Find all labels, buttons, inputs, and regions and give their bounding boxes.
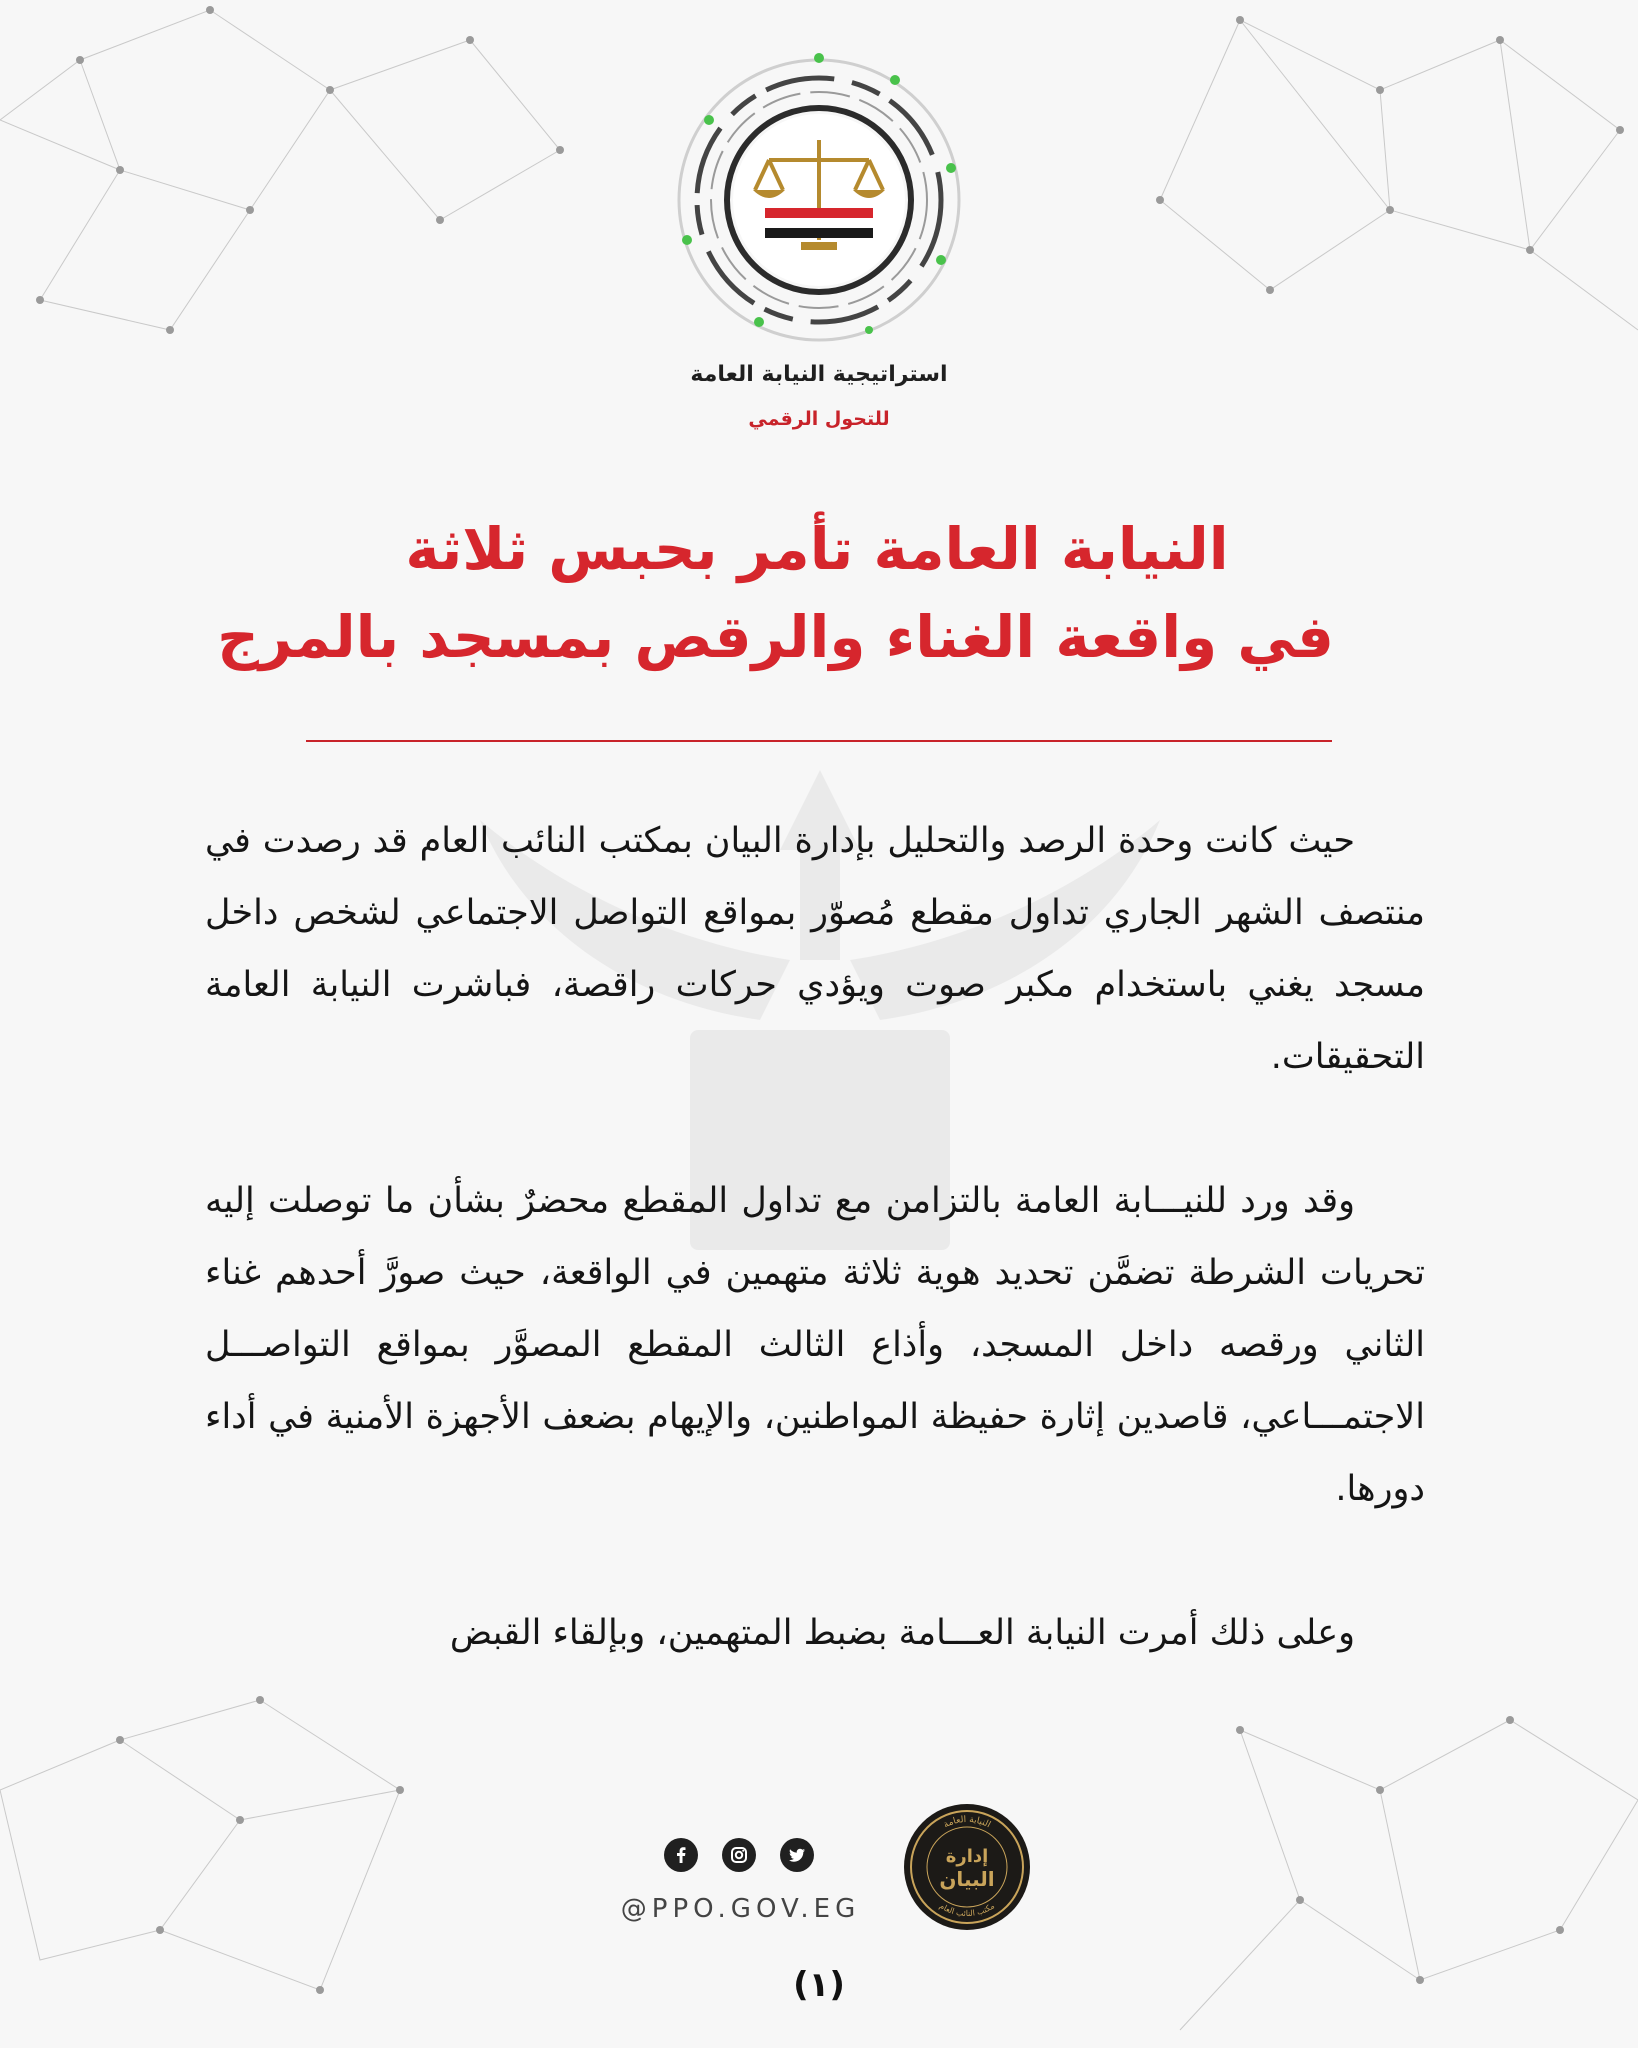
strategy-title: استراتيجية النيابة العامة (690, 362, 948, 387)
headline-line-1: النيابة العامة تأمر بحبس ثلاثة (405, 515, 1229, 583)
social-links (664, 1838, 814, 1874)
seal-ring-top-text: النيابة العامة (942, 1814, 993, 1831)
paragraph-1: حيث كانت وحدة الرصد والتحليل بإدارة البيان بمكتب النائب العام قد رصدت في منتصف الشهر الجاري تداول مقطع مُصوّر بمواقع التواصل الاجتماعي لشخص داخل مسجد يغني باستخدام مكبر صوت ويؤدي حركات راقصة، فباشرت النيابة العامة التحقيقات. (205, 821, 1425, 1077)
headline-divider (306, 740, 1332, 742)
instagram-icon[interactable] (722, 1838, 756, 1872)
scales-of-justice-icon (669, 50, 969, 350)
page-number: (١) (793, 1965, 845, 2005)
website-handle[interactable]: @PPO.GOV.EG (620, 1894, 861, 1924)
seal-line-2: البيان (939, 1867, 995, 1891)
strategy-subtitle: للتحول الرقمي (748, 408, 890, 430)
statement-body (205, 805, 1425, 1669)
media-office-seal (902, 1802, 1032, 1932)
seal-ring-bottom-text: مكتب النائب العام (937, 1901, 997, 1918)
headline (217, 505, 1334, 681)
paragraph-2: وقد ورد للنيـــابة العامة بالتزامن مع تداول المقطع محضرٌ بشأن ما توصلت إليه تحريات الشرطة تضمَّن تحديد هوية ثلاثة متهمين في الواقعة، حيث صورَّ أحدهم غناء الثاني ورقصه داخل المسجد، وأذاع الثالث المقطع المصوَّر بمواقع التواصـــل الاجتمـــاعي، قاصدين إثارة حفيظة المواطنين، والإيهام بضعف الأجهزة الأمنية في أداء دورها. (205, 1181, 1425, 1509)
seal-line-1: إدارة (945, 1846, 989, 1867)
paragraph-3: وعلى ذلك أمرت النيابة العـــامة بضبط المتهمين، وبإلقاء القبض (449, 1613, 1355, 1653)
headline-line-2: في واقعة الغناء والرقص بمسجد بالمرج (217, 603, 1334, 671)
facebook-icon[interactable] (664, 1838, 698, 1872)
twitter-icon[interactable] (780, 1838, 814, 1872)
